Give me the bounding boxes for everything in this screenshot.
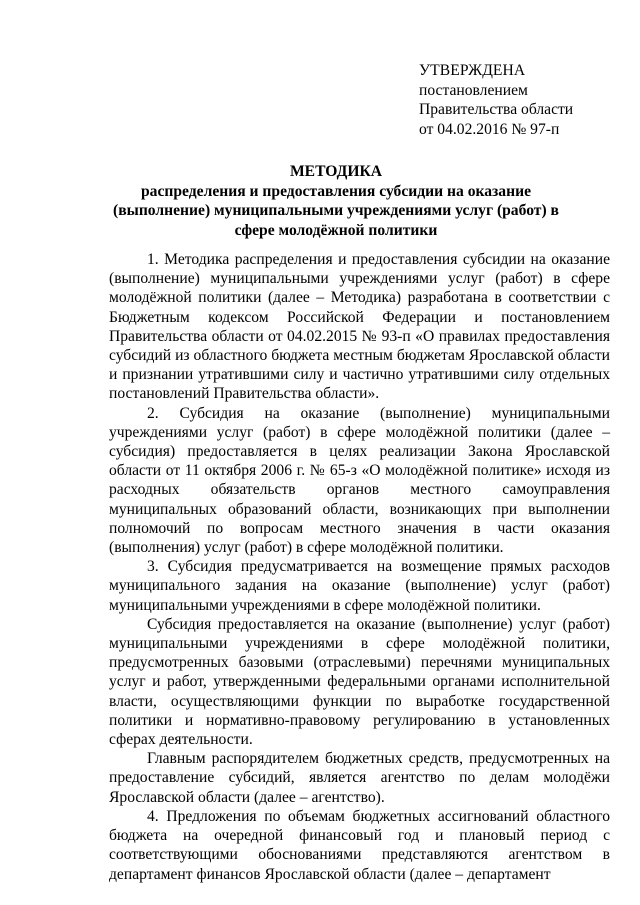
paragraph: Главным распорядителем бюджетных средств, предусмотренных на предоставление субсидий, является агентство по делам молодёжи Ярославской области (далее – агентство). xyxy=(109,750,610,806)
paragraph: 2. Субсидия на оказание (выполнение) муниципальными учреждениями услуг (работ) в сфере молодёжной политики (далее – субсидия) предоставляется в целях реализации Закона Ярославской области от 11 октября 2006 г. № 65-з «О молодёжной политике» исходя из расходных обязательств органов местного самоуправления муниципальных образований области, возникающих при выполнении полномочий по вопросам местного значения в части оказания (выполнения) услуг (работ) в сфере молодёжной политики. xyxy=(109,404,610,557)
paragraph: 1. Методика распределения и предоставления субсидии на оказание (выполнение) муниципальными учреждениями услуг (работ) в сфере молодёжной политики (далее – Методика) разработана в соответствии с Бюджетным кодексом Российской Федерации и постановлением Правительства области от 04.02.2015 № 93-п «О правилах предоставления субсидий из областного бюджета местным бюджетам Ярославской области и признании утратившими силу и частично утратившими силу отдельных постановлений Правительства области». xyxy=(109,251,610,403)
approval-stamp xyxy=(419,61,629,139)
approval-line: от 04.02.2016 № 97-п xyxy=(419,120,560,138)
approval-line: Правительства области xyxy=(419,101,574,118)
document-title xyxy=(100,162,572,240)
title-main: МЕТОДИКА xyxy=(289,163,383,180)
approval-head: УТВЕРЖДЕНА xyxy=(419,62,526,79)
paragraph: 4. Предложения по объемам бюджетных ассигнований областного бюджета на очередной финансовый год и плановый период с соответствующими обоснованиями представляются агентством в департамент финансов Ярославской области (далее – департамент xyxy=(109,807,610,883)
approval-line: постановлением xyxy=(419,81,528,99)
paragraph: Субсидия предоставляется на оказание (выполнение) услуг (работ) муниципальными учреждениями в сфере молодёжной политики, предусмотренных базовыми (отраслевыми) перечнями муниципальных услуг и работ, утвержденными федеральными органами исполнительной власти, осуществляющими функции по выработке государственной политики и нормативно-правовому регулированию в установленных сферах деятельности. xyxy=(109,615,610,749)
paragraph: 3. Субсидия предусматривается на возмещение прямых расходов муниципального задания на оказание (выполнение) услуг (работ) муниципальными учреждениями в сфере молодёжной политики. xyxy=(109,558,610,614)
document-body xyxy=(109,250,610,884)
title-subtitle: распределения и предоставления субсидии на оказание (выполнение) муниципальными учреждениями услуг (работ) в сфере молодёжной политики xyxy=(113,182,559,239)
